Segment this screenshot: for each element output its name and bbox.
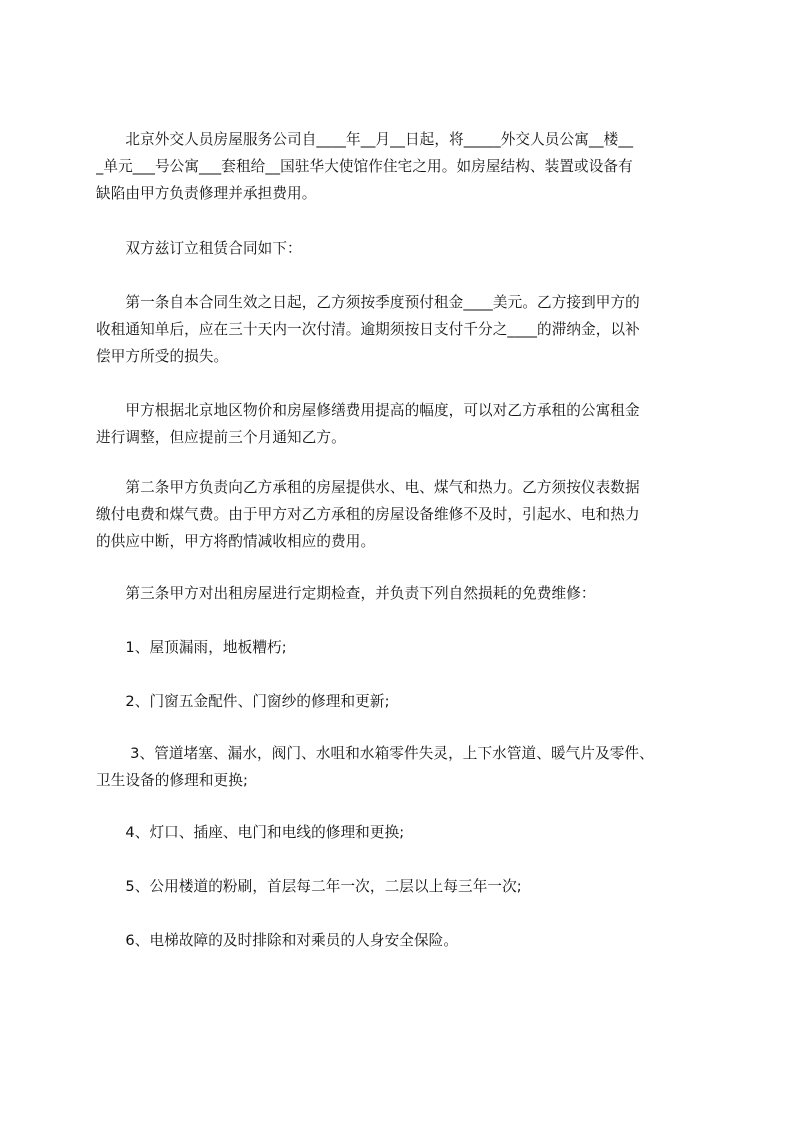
paragraph-rent-adjustment — [96, 397, 698, 451]
text-line: 2、门窗五金配件、门窗纱的修理和更新; — [96, 693, 390, 710]
list-item-3 — [96, 740, 698, 794]
text-line: 缴付电费和煤气费。由于甲方对乙方承租的房屋设备维修不及时，引起水、电和热力 — [96, 506, 640, 523]
paragraph-agreement-statement — [96, 235, 698, 262]
text-line: 的供应中断，甲方将酌情减收相应的费用。 — [96, 533, 376, 550]
paragraph-lease-intro — [96, 126, 698, 207]
list-item-6 — [96, 927, 698, 954]
text-line: 第一条自本合同生效之日起，乙方须按季度预付租金____美元。乙方接到甲方的 — [96, 294, 640, 311]
paragraph-article-three — [96, 580, 698, 607]
list-item-5 — [96, 873, 698, 900]
text-line: 偿甲方所受的损失。 — [96, 348, 229, 365]
text-line: 3、管道堵塞、漏水，阀门、水咀和水箱零件失灵，上下水管道、暖气片及零件、 — [96, 745, 654, 762]
text-line: 6、电梯故障的及时排除和对乘员的人身安全保险。 — [96, 932, 459, 949]
list-item-1 — [96, 634, 698, 661]
text-line: 缺陷由甲方负责修理并承担费用。 — [96, 185, 317, 202]
text-line: 第三条甲方对出租房屋进行定期检查，并负责下列自然损耗的免费维修： — [96, 585, 596, 602]
text-line: 卫生设备的修理和更换; — [96, 772, 248, 789]
text-line: _单元___号公寓___套租给__国驻华大使馆作住宅之用。如房屋结构、装置或设备有 — [96, 158, 633, 175]
paragraph-article-two — [96, 474, 698, 555]
text-line: 1、屋顶漏雨，地板糟朽; — [96, 639, 287, 656]
text-line: 5、公用楼道的粉刷，首层每二年一次，二层以上每三年一次; — [96, 878, 522, 895]
text-line: 甲方根据北京地区物价和房屋修缮费用提高的幅度，可以对乙方承租的公寓租金 — [96, 402, 640, 419]
list-item-4 — [96, 819, 698, 846]
list-item-2 — [96, 688, 698, 715]
text-line: 第二条甲方负责向乙方承租的房屋提供水、电、煤气和热力。乙方须按仪表数据 — [96, 479, 640, 496]
text-line: 进行调整，但应提前三个月通知乙方。 — [96, 429, 346, 446]
paragraph-article-one — [96, 289, 698, 370]
text-line: 双方兹订立租赁合同如下： — [96, 240, 302, 257]
text-line: 北京外交人员房屋服务公司自____年__月__日起，将_____外交人员公寓__楼__ — [96, 131, 634, 148]
text-line: 4、灯口、插座、电门和电线的修理和更换; — [96, 824, 405, 841]
text-line: 收租通知单后，应在三十天内一次付清。逾期须按日支付千分之____的滞纳金，以补 — [96, 321, 640, 338]
